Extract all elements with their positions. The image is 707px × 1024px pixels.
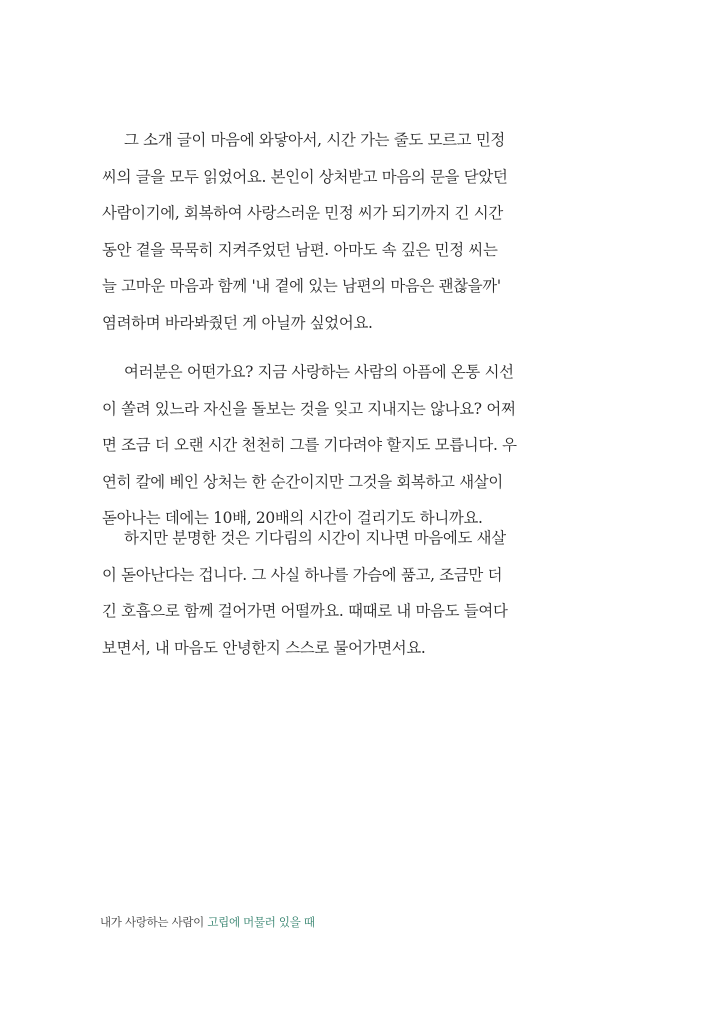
paragraph-2 — [102, 354, 560, 537]
paragraph-line: 그 소개 글이 마음에 와닿아서, 시간 가는 줄도 모르고 민정 — [124, 131, 505, 149]
paragraph-line: 이 쏠려 있느라 자신을 돌보는 것을 잊고 지내지는 않나요? 어쩌 — [102, 399, 516, 418]
paragraph-line: 여러분은 어떤가요? 지금 사랑하는 사람의 아픔에 온통 시선 — [124, 363, 514, 381]
paragraph-line: 동안 곁을 묵묵히 지켜주었던 남편. 아마도 속 깊은 민정 씨는 — [102, 240, 498, 259]
paragraph-1 — [102, 122, 560, 341]
running-footer — [100, 914, 315, 930]
footer-book-title-prefix: 내가 사랑하는 사람이 — [100, 915, 208, 929]
paragraph-line: 긴 호흡으로 함께 걸어가면 어떨까요. 때때로 내 마음도 들여다 — [102, 602, 508, 620]
paragraph-3 — [102, 520, 560, 666]
paragraph-line: 면 조금 더 오랜 시간 천천히 그를 기다려야 할지도 모릅니다. 우 — [102, 436, 517, 454]
paragraph-line: 이 돋아난다는 겁니다. 그 사실 하나를 가슴에 품고, 조금만 더 — [102, 565, 503, 584]
paragraph-line: 씨의 글을 모두 읽었어요. 본인이 상처받고 마음의 문을 닫았던 — [102, 167, 508, 186]
footer-book-title-highlight: 고립에 머물러 있을 때 — [207, 915, 315, 929]
paragraph-line: 사람이기에, 회복하여 사랑스러운 민정 씨가 되기까지 긴 시간 — [102, 204, 503, 222]
paragraph-line: 연히 칼에 베인 상처는 한 순간이지만 그것을 회복하고 새살이 — [102, 472, 503, 491]
paragraph-line: 염려하며 바라봐줬던 게 아닐까 싶었어요. — [102, 313, 373, 332]
paragraph-line: 늘 고마운 마음과 함께 '내 곁에 있는 남편의 마음은 괜찮을까' — [102, 277, 501, 295]
paragraph-line: 하지만 분명한 것은 기다림의 시간이 지나면 마음에도 새살 — [124, 529, 506, 547]
paragraph-line: 돋아나는 데에는 10배, 20배의 시간이 걸리기도 하니까요. — [102, 509, 483, 527]
paragraph-line: 보면서, 내 마음도 안녕한지 스스로 물어가면서요. — [102, 638, 426, 657]
